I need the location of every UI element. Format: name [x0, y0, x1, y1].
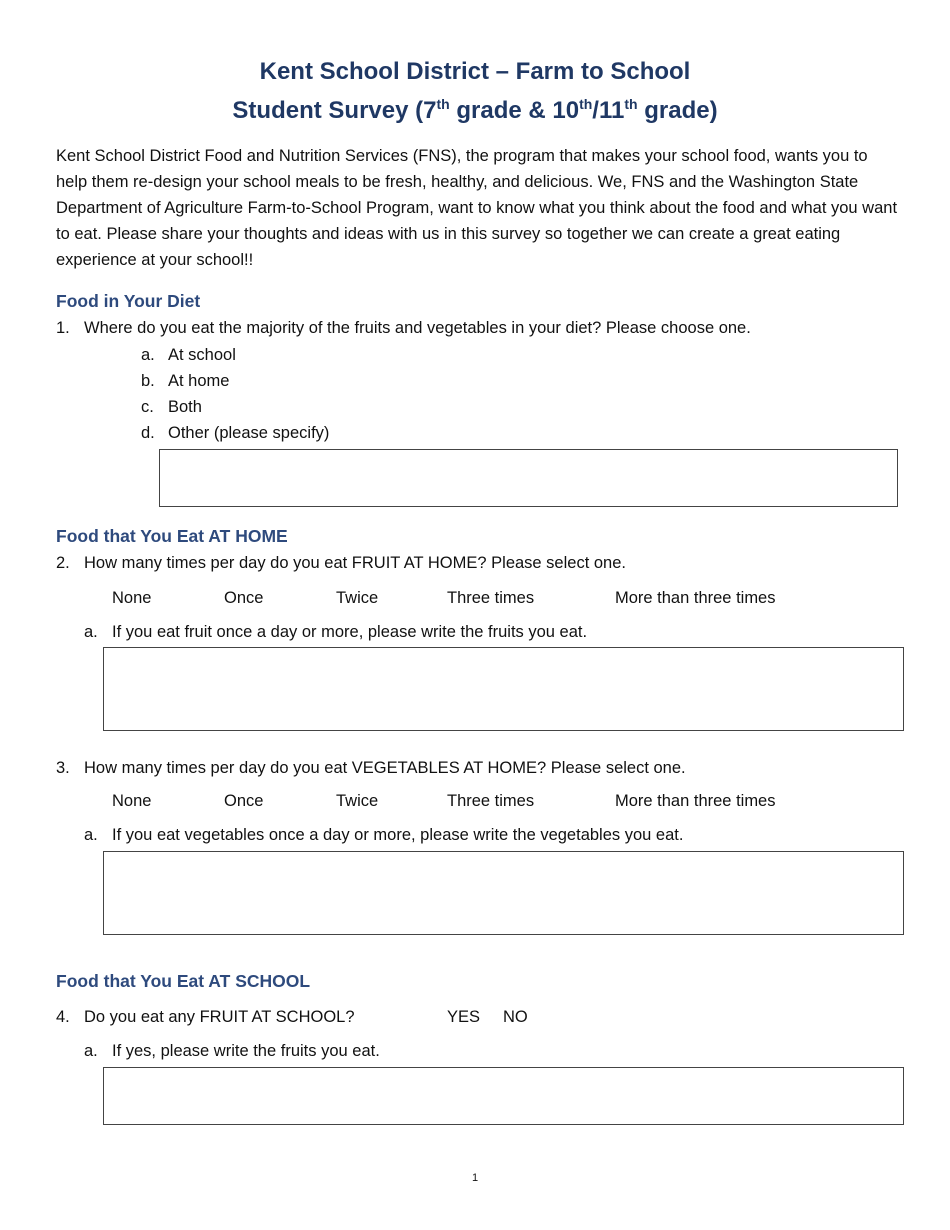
- section-heading-home: Food that You Eat AT HOME: [56, 526, 288, 546]
- q3-option-more-than-three[interactable]: More than three times: [615, 792, 776, 810]
- q3-option-once[interactable]: Once: [224, 792, 264, 810]
- q3-vegetables-answer-box[interactable]: [103, 851, 904, 935]
- question-2-number: 2.: [56, 554, 70, 572]
- question-3-number: 3.: [56, 759, 70, 777]
- q2-option-more-than-three[interactable]: More than three times: [615, 589, 776, 607]
- q2-option-once[interactable]: Once: [224, 589, 264, 607]
- q3-option-twice[interactable]: Twice: [336, 792, 379, 810]
- q2-sub-letter: a.: [84, 623, 98, 641]
- q3-sub-text: If you eat vegetables once a day or more, please write the vegetables you eat.: [112, 826, 684, 844]
- survey-title: Kent School District – Farm to School: [259, 58, 691, 85]
- q1-option-letter: a.: [141, 346, 155, 364]
- q3-option-none[interactable]: None: [112, 792, 152, 810]
- question-3-text: How many times per day do you eat VEGETABLES AT HOME? Please select one.: [84, 759, 686, 777]
- q1-option-at-home[interactable]: At home: [168, 372, 230, 390]
- q1-option-both[interactable]: Both: [168, 398, 202, 416]
- intro-paragraph: Kent School District Food and Nutrition Services (FNS), the program that makes your school food, wants you to help them re-design your school meals to be fresh, healthy, and delicious. We, FNS and the Washington State Department of Agriculture Farm-to-School Program, want to know what you think about the food and what you want to eat. Please share your thoughts and ideas with us in this survey so together we can create a great eating experience at your school!!: [56, 147, 898, 269]
- q1-option-letter: c.: [141, 398, 154, 416]
- q4-fruits-answer-box[interactable]: [103, 1067, 904, 1125]
- q4-sub-text: If yes, please write the fruits you eat.: [112, 1042, 380, 1060]
- q1-other-answer-box[interactable]: [159, 449, 898, 507]
- section-heading-diet: Food in Your Diet: [56, 291, 201, 311]
- page-number: 1: [471, 1172, 479, 1184]
- question-1-number: 1.: [56, 319, 70, 337]
- q1-option-at-school[interactable]: At school: [168, 346, 236, 364]
- question-1-text: Where do you eat the majority of the fruits and vegetables in your diet? Please choose one.: [84, 319, 751, 337]
- section-heading-school: Food that You Eat AT SCHOOL: [56, 971, 311, 991]
- q1-option-other[interactable]: Other (please specify): [168, 424, 330, 442]
- question-2-text: How many times per day do you eat FRUIT AT HOME? Please select one.: [84, 554, 626, 572]
- question-4-number: 4.: [56, 1008, 70, 1026]
- q2-option-twice[interactable]: Twice: [336, 589, 379, 607]
- q2-fruits-answer-box[interactable]: [103, 647, 904, 731]
- q3-sub-letter: a.: [84, 826, 98, 844]
- q4-sub-letter: a.: [84, 1042, 98, 1060]
- q2-sub-text: If you eat fruit once a day or more, please write the fruits you eat.: [112, 623, 588, 641]
- q1-option-letter: d.: [141, 424, 155, 442]
- q2-option-none[interactable]: None: [112, 589, 152, 607]
- question-4-text: Do you eat any FRUIT AT SCHOOL?: [84, 1008, 355, 1026]
- q4-option-yes[interactable]: YES: [447, 1008, 481, 1026]
- q3-option-three-times[interactable]: Three times: [447, 792, 535, 810]
- q2-option-three-times[interactable]: Three times: [447, 589, 535, 607]
- q4-option-no[interactable]: NO: [503, 1008, 528, 1026]
- q1-option-letter: b.: [141, 372, 155, 390]
- survey-subtitle: Student Survey (7th grade & 10th/11th grade): [232, 96, 718, 124]
